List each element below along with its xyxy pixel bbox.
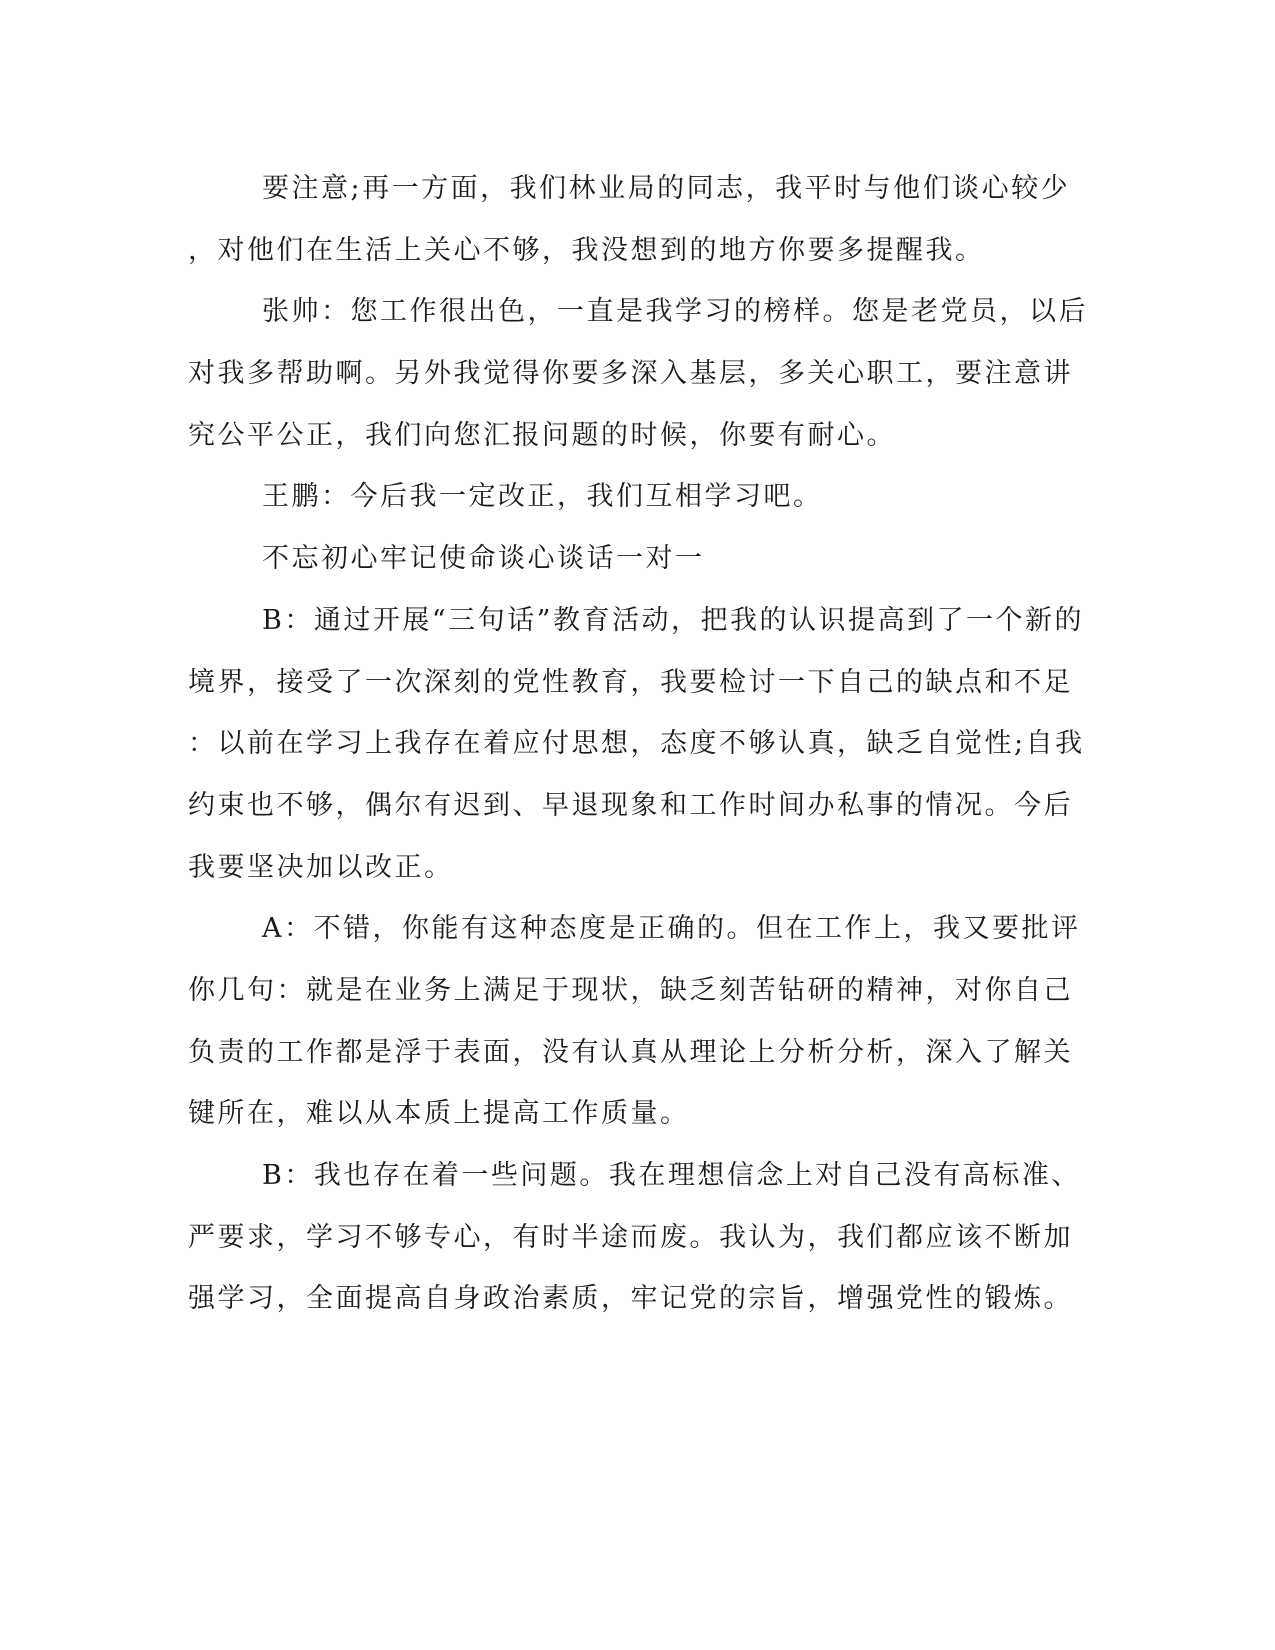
text-line: 王鹏：今后我一定改正，我们互相学习吧。	[262, 481, 823, 513]
text-line: 要注意;再一方面，我们林业局的同志，我平时与他们谈心较少	[262, 173, 1071, 204]
text-line: ，对他们在生活上关心不够，我没想到的地方你要多提醒我。	[188, 234, 985, 266]
text-line: 对我多帮助啊。另外我觉得你要多深入基层，多关心职工，要注意讲	[188, 358, 1073, 390]
text-line: 约束也不够，偶尔有迟到、早退现象和工作时间办私事的情况。今后	[188, 789, 1073, 821]
section-heading: 不忘初心牢记使命谈心谈话一对一	[262, 543, 705, 575]
text-line: ：以前在学习上我存在着应付思想，态度不够认真，缺乏自觉性;自我	[188, 728, 1085, 760]
text-line: 你几句：就是在业务上满足于现状，缺乏刻苦钻研的精神，对你自己	[188, 974, 1073, 1006]
text-line: 境界，接受了一次深刻的党性教育，我要检讨一下自己的缺点和不足	[188, 666, 1073, 698]
text-line: 我要坚决加以改正。	[188, 851, 454, 883]
text-line: A：不错，你能有这种态度是正确的。但在工作上，我又要批评	[262, 913, 1081, 945]
document-body	[188, 158, 1088, 1330]
text-line: B：通过开展“三句话”教育活动，把我的认识提高到了一个新的	[262, 604, 1084, 636]
text-line: 张帅：您工作很出色，一直是我学习的榜样。您是老党员，以后	[262, 296, 1088, 328]
text-line: B：我也存在着一些问题。我在理想信念上对自己没有高标准、	[262, 1160, 1081, 1191]
text-line: 键所在，难以从本质上提高工作质量。	[188, 1098, 690, 1130]
text-line: 负责的工作都是浮于表面，没有认真从理论上分析分析，深入了解关	[188, 1036, 1073, 1068]
text-line: 究公平公正，我们向您汇报问题的时候，你要有耐心。	[188, 419, 896, 451]
text-line: 严要求，学习不够专心，有时半途而废。我认为，我们都应该不断加	[188, 1221, 1073, 1253]
text-line: 强学习，全面提高自身政治素质，牢记党的宗旨，增强党性的锻炼。	[188, 1283, 1073, 1315]
